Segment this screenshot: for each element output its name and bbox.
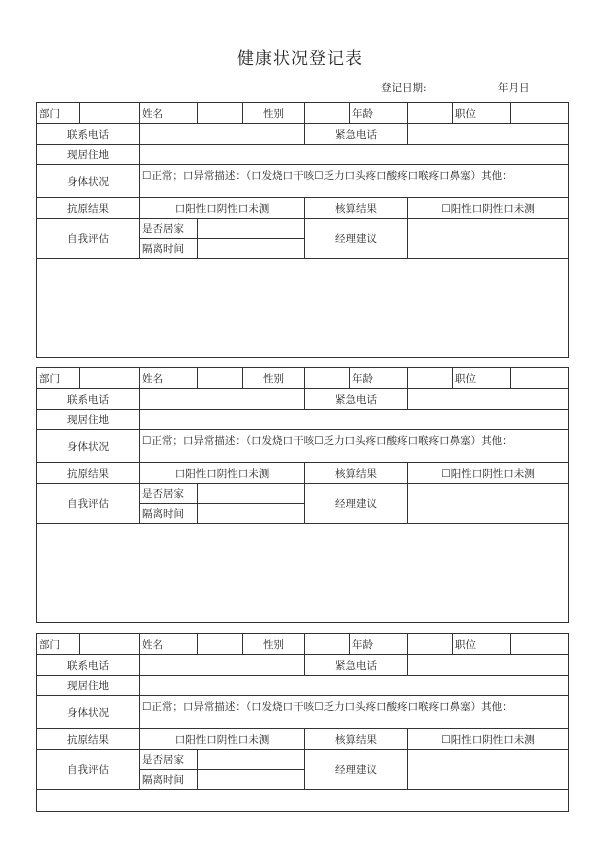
gender-label: 性别: [243, 368, 305, 389]
health-label: 身体状况: [37, 430, 140, 463]
manager-advice-label: 经理建议: [305, 750, 408, 790]
antigen-label: 抗原结果: [37, 198, 140, 219]
position-field[interactable]: [511, 368, 569, 389]
form-title: 健康状况登记表: [237, 49, 363, 69]
gender-label: 性别: [243, 634, 305, 655]
age-field[interactable]: [408, 368, 453, 389]
emergency-phone-label: 紧急电话: [305, 389, 408, 410]
antigen-options[interactable]: 口阳性口阴性口未测: [140, 198, 305, 219]
position-label: 职位: [453, 634, 511, 655]
notes-area[interactable]: [37, 790, 569, 812]
dept-field[interactable]: [80, 368, 140, 389]
at-home-label: 是否居家: [140, 750, 198, 770]
name-label: 姓名: [140, 103, 198, 124]
isolation-time-label: 隔离时间: [140, 770, 198, 790]
at-home-label: 是否居家: [140, 219, 198, 239]
age-label: 年龄: [350, 634, 408, 655]
phone-field[interactable]: [140, 124, 305, 145]
emergency-phone-field[interactable]: [408, 124, 569, 145]
health-options[interactable]: ☐正常；口异常描述：（口发烧口干咳☐乏力口头疼口酸疼口喉疼口鼻塞）其他：: [140, 165, 569, 198]
gender-field[interactable]: [305, 103, 350, 124]
health-label: 身体状况: [37, 165, 140, 198]
dept-label: 部门: [37, 634, 80, 655]
nucleic-options[interactable]: ☐阳性口阴性口未测: [408, 729, 569, 750]
name-field[interactable]: [198, 103, 243, 124]
at-home-label: 是否居家: [140, 484, 198, 504]
age-field[interactable]: [408, 634, 453, 655]
antigen-label: 抗原结果: [37, 463, 140, 484]
manager-advice-field[interactable]: [408, 484, 569, 524]
phone-label: 联系电话: [37, 124, 140, 145]
dept-label: 部门: [37, 103, 80, 124]
name-field[interactable]: [198, 368, 243, 389]
dept-field[interactable]: [80, 103, 140, 124]
manager-advice-field[interactable]: [408, 750, 569, 790]
emergency-phone-label: 紧急电话: [305, 655, 408, 676]
notes-area[interactable]: [37, 524, 569, 623]
antigen-label: 抗原结果: [37, 729, 140, 750]
notes-area[interactable]: [37, 259, 569, 358]
phone-label: 联系电话: [37, 389, 140, 410]
address-field[interactable]: [140, 145, 569, 165]
dept-label: 部门: [37, 368, 80, 389]
gender-field[interactable]: [305, 634, 350, 655]
nucleic-options[interactable]: ☐阳性口阴性口未测: [408, 198, 569, 219]
antigen-options[interactable]: 口阳性口阴性口未测: [140, 729, 305, 750]
position-field[interactable]: [511, 103, 569, 124]
address-label: 现居住地: [37, 676, 140, 696]
registration-block-2: [36, 367, 569, 623]
nucleic-label: 核算结果: [305, 463, 408, 484]
date-label: 登记日期:: [381, 82, 427, 94]
self-eval-label: 自我评估: [37, 750, 140, 790]
registration-block-3: [36, 633, 569, 812]
isolation-time-field[interactable]: [198, 770, 305, 790]
emergency-phone-label: 紧急电话: [305, 124, 408, 145]
phone-field[interactable]: [140, 389, 305, 410]
antigen-options[interactable]: 口阳性口阴性口未测: [140, 463, 305, 484]
age-label: 年龄: [350, 103, 408, 124]
at-home-field[interactable]: [198, 750, 305, 770]
age-field[interactable]: [408, 103, 453, 124]
position-label: 职位: [453, 368, 511, 389]
manager-advice-label: 经理建议: [305, 484, 408, 524]
phone-label: 联系电话: [37, 655, 140, 676]
date-suffix: 年月日: [498, 82, 530, 94]
registration-block-1: [36, 102, 569, 358]
address-label: 现居住地: [37, 410, 140, 430]
dept-field[interactable]: [80, 634, 140, 655]
health-label: 身体状况: [37, 696, 140, 729]
isolation-time-label: 隔离时间: [140, 239, 198, 259]
nucleic-options[interactable]: ☐阳性口阴性口未测: [408, 463, 569, 484]
gender-field[interactable]: [305, 368, 350, 389]
address-label: 现居住地: [37, 145, 140, 165]
nucleic-label: 核算结果: [305, 729, 408, 750]
gender-label: 性别: [243, 103, 305, 124]
isolation-time-field[interactable]: [198, 239, 305, 259]
emergency-phone-field[interactable]: [408, 655, 569, 676]
phone-field[interactable]: [140, 655, 305, 676]
position-field[interactable]: [511, 634, 569, 655]
name-field[interactable]: [198, 634, 243, 655]
address-field[interactable]: [140, 676, 569, 696]
at-home-field[interactable]: [198, 484, 305, 504]
position-label: 职位: [453, 103, 511, 124]
health-options[interactable]: ☐正常；口异常描述：（口发烧口干咳☐乏力口头疼口酸疼口喉疼口鼻塞）其他：: [140, 696, 569, 729]
name-label: 姓名: [140, 368, 198, 389]
age-label: 年龄: [350, 368, 408, 389]
self-eval-label: 自我评估: [37, 219, 140, 259]
name-label: 姓名: [140, 634, 198, 655]
health-options[interactable]: ☐正常；口异常描述：（口发烧口干咳☐乏力口头疼口酸疼口喉疼口鼻塞）其他：: [140, 430, 569, 463]
self-eval-label: 自我评估: [37, 484, 140, 524]
isolation-time-label: 隔离时间: [140, 504, 198, 524]
emergency-phone-field[interactable]: [408, 389, 569, 410]
at-home-field[interactable]: [198, 219, 305, 239]
manager-advice-field[interactable]: [408, 219, 569, 259]
manager-advice-label: 经理建议: [305, 219, 408, 259]
address-field[interactable]: [140, 410, 569, 430]
nucleic-label: 核算结果: [305, 198, 408, 219]
isolation-time-field[interactable]: [198, 504, 305, 524]
